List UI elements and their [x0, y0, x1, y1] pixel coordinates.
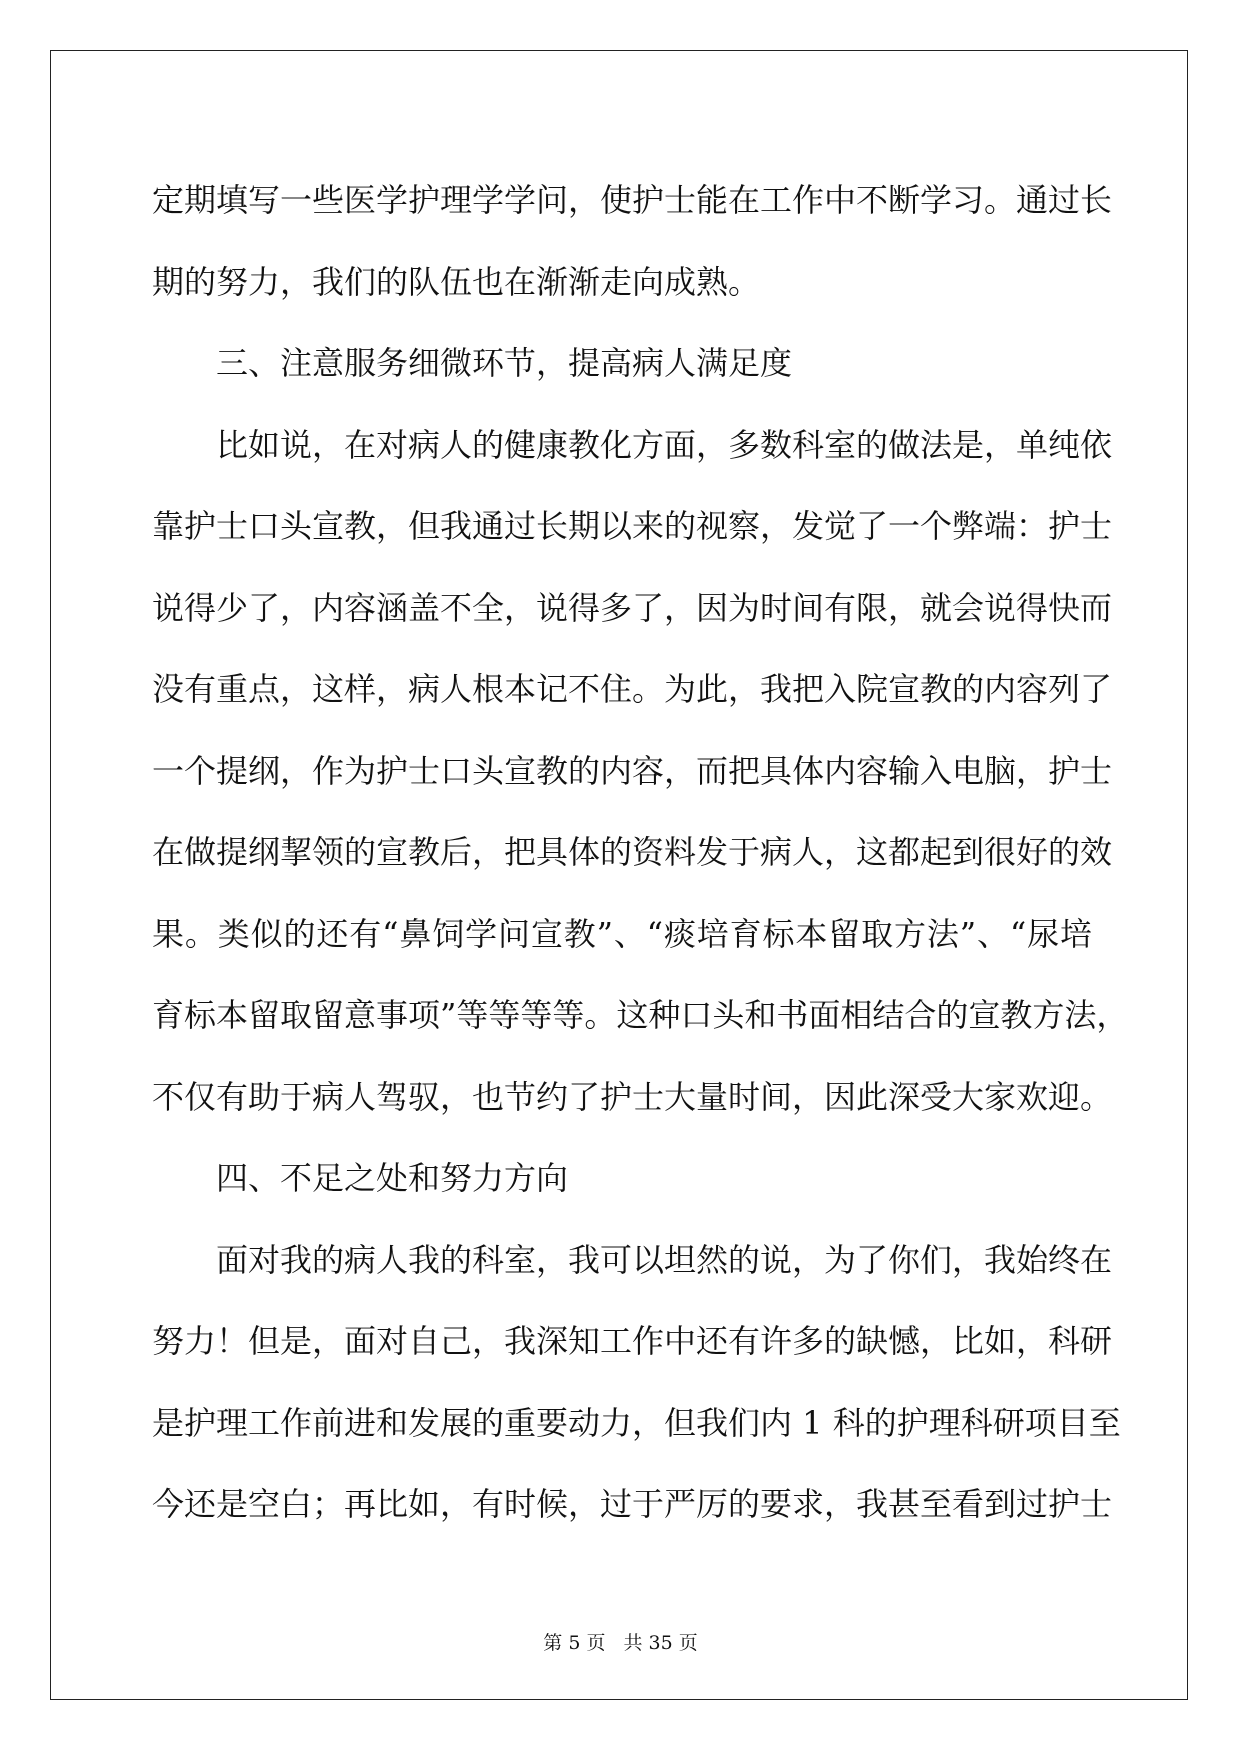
- text-line-8: 一个提纲，作为护士口头宣教的内容，而把具体内容输入电脑，护士: [152, 751, 1113, 790]
- text-line-9: 在做提纲挈领的宣教后，把具体的资料发于病人，这都起到很好的效: [152, 833, 1113, 871]
- document-body: [152, 160, 1129, 1546]
- page-number: 第 5 页: [543, 1632, 606, 1654]
- section-heading-4: 四、不足之处和努力方向: [216, 1159, 569, 1197]
- page-total: 共 35 页: [623, 1632, 698, 1654]
- text-line-7: 没有重点，这样，病人根本记不住。为此，我把入院宣教的内容列了: [152, 670, 1113, 708]
- section-heading-3: 三、注意服务细微环节，提高病人满足度: [216, 344, 793, 382]
- text-line-12: 不仅有助于病人驾驭，也节约了护士大量时间，因此深受大家欢迎。: [152, 1077, 1113, 1116]
- text-line-16: 是护理工作前进和发展的重要动力，但我们内 1 科的护理科研项目至: [152, 1403, 1121, 1442]
- text-line-10: 果。类似的还有“鼻饲学问宣教”、“痰培育标本留取方法”、“尿培: [152, 914, 1092, 953]
- text-line-15: 努力！但是，面对自己，我深知工作中还有许多的缺憾，比如，科研: [152, 1322, 1113, 1360]
- text-line-5: 靠护士口头宣教，但我通过长期以来的视察，发觉了一个弊端：护士: [152, 507, 1113, 545]
- text-line-11: 育标本留取留意事项”等等等等。这种口头和书面相结合的宣教方法，: [152, 996, 1129, 1034]
- text-line-17: 今还是空白；再比如，有时候，过于严厉的要求，我甚至看到过护士: [152, 1485, 1113, 1523]
- text-line-4: 比如说，在对病人的健康教化方面，多数科室的做法是，单纯依: [216, 425, 1113, 464]
- text-line-14: 面对我的病人我的科室，我可以坦然的说，为了你们，我始终在: [216, 1240, 1113, 1279]
- text-line-2: 期的努力，我们的队伍也在渐渐走向成熟。: [152, 262, 761, 301]
- page-footer: [0, 1628, 1241, 1655]
- text-line-1: 定期填写一些医学护理学学问，使护士能在工作中不断学习。通过长: [152, 181, 1113, 219]
- text-line-6: 说得少了，内容涵盖不全，说得多了，因为时间有限，就会说得快而: [152, 588, 1113, 627]
